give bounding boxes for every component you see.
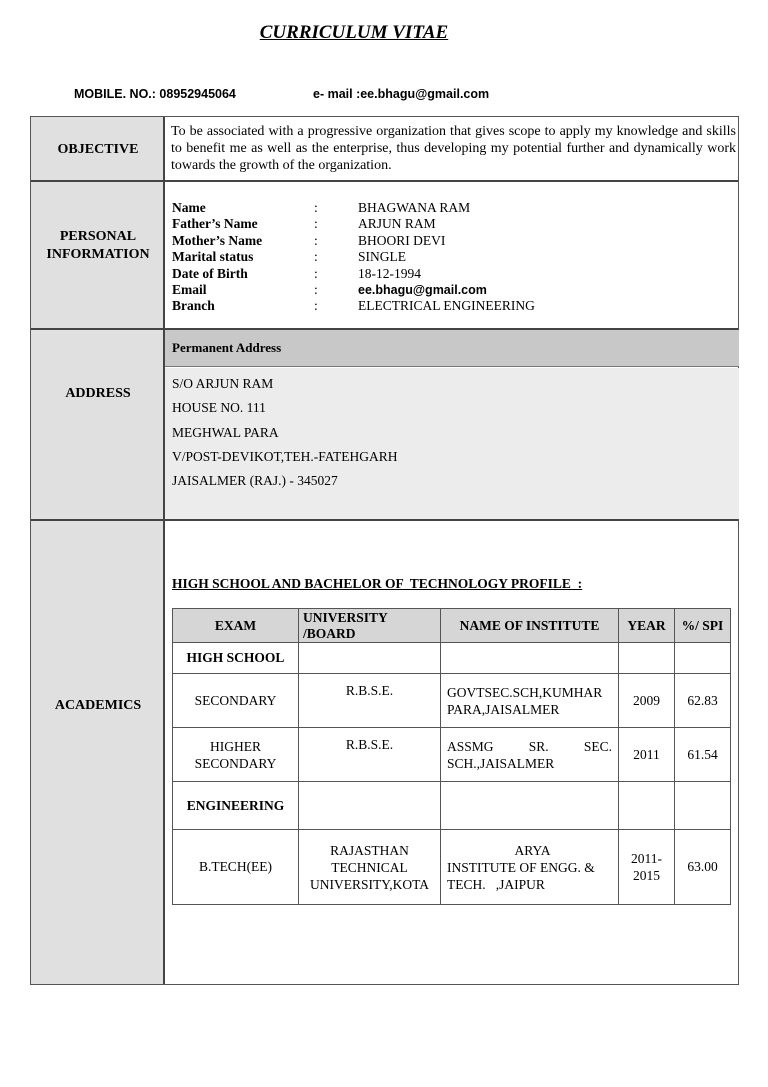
year-line: 2015 <box>633 868 660 883</box>
academics-heading: HIGH SCHOOL AND BACHELOR OF TECHNOLOGY PROFILE : <box>172 576 583 591</box>
year-secondary: 2009 <box>619 674 675 728</box>
objective-label: OBJECTIVE <box>57 142 139 157</box>
info-key: Father’s Name <box>172 216 258 232</box>
info-key: Branch <box>172 298 215 314</box>
year-line: 2011- <box>631 851 662 866</box>
empty-cell <box>619 643 675 674</box>
info-separator: : <box>314 200 318 215</box>
address-line: V/POST-DEVIKOT,TEH.-FATEHGARH <box>172 449 398 464</box>
year-higher-secondary: 2011 <box>619 728 675 782</box>
info-separator: : <box>314 232 318 248</box>
year-btech <box>619 830 675 905</box>
info-separator: : <box>314 216 318 232</box>
empty-cell <box>441 782 619 830</box>
col-score: %/ SPI <box>675 609 731 643</box>
academics-label: ACADEMICS <box>54 698 142 713</box>
score-secondary: 62.83 <box>675 674 731 728</box>
board-btech <box>299 830 441 905</box>
address-label: ADDRESS <box>65 386 131 401</box>
institute-word: SEC. <box>583 738 612 754</box>
empty-cell <box>619 782 675 830</box>
exam-line: HIGHER <box>210 738 261 754</box>
group-engineering: ENGINEERING <box>173 782 299 830</box>
info-value-name: BHAGWANA RAM <box>358 200 471 215</box>
board-secondary: R.B.S.E. <box>299 674 441 728</box>
col-exam: EXAM <box>173 609 299 643</box>
objective-text: To be associated with a progressive organization that gives scope to apply my knowledge and skills to benefit me as well as the enterprise, thus developing my potential further and dynamically work towards the growth of the organization. <box>171 124 736 173</box>
info-value-email: ee.bhagu@gmail.com <box>358 282 487 297</box>
empty-cell <box>299 643 441 674</box>
address-line: MEGHWAL PARA <box>172 425 279 440</box>
exam-secondary: SECONDARY <box>173 674 299 728</box>
institute-line: ARYA <box>514 842 551 858</box>
col-board <box>299 609 441 643</box>
col-institute: NAME OF INSTITUTE <box>441 609 619 643</box>
info-key: Mother’s Name <box>172 232 263 248</box>
info-key: Date of Birth <box>172 265 248 281</box>
col-board-line2: /BOARD <box>303 625 356 641</box>
empty-cell <box>675 782 731 830</box>
empty-cell <box>675 643 731 674</box>
email-contact: e- mail :ee.bhagu@gmail.com <box>313 87 490 101</box>
table-row <box>173 782 731 830</box>
divider-objective <box>31 180 738 182</box>
exam-higher-secondary <box>173 728 299 782</box>
institute-secondary <box>441 674 619 728</box>
institute-higher-secondary <box>441 728 619 782</box>
academics-table <box>172 608 731 905</box>
institute-line: GOVTSEC.SCH,KUMHAR <box>447 684 603 700</box>
info-separator: : <box>314 281 318 297</box>
empty-cell <box>299 782 441 830</box>
institute-line: SCH.,JAISALMER <box>447 755 555 771</box>
address-line: S/O ARJUN RAM <box>172 376 274 391</box>
score-higher-secondary: 61.54 <box>675 728 731 782</box>
institute-line <box>447 738 612 755</box>
info-value-marital: SINGLE <box>358 249 406 265</box>
permanent-address-title: Permanent Address <box>172 340 282 355</box>
institute-line: TECH. ,JAIPUR <box>447 876 545 892</box>
score-btech: 63.00 <box>675 830 731 905</box>
table-row <box>173 643 731 674</box>
institute-btech <box>441 830 619 905</box>
divider-address <box>31 519 738 521</box>
info-separator: : <box>314 265 318 281</box>
col-year: YEAR <box>619 609 675 643</box>
board-line: TECHNICAL <box>331 859 408 875</box>
address-body <box>165 368 739 519</box>
table-row <box>173 728 731 782</box>
cv-frame <box>30 116 739 985</box>
table-row <box>173 674 731 728</box>
info-separator: : <box>314 249 318 265</box>
institute-line: INSTITUTE OF ENGG. & <box>447 859 595 875</box>
institute-word: ASSMG <box>447 738 494 754</box>
cv-title: CURRICULUM VITAE <box>259 22 449 43</box>
info-value-dob: 18-12-1994 <box>358 265 421 281</box>
institute-word: SR. <box>528 738 549 754</box>
empty-cell <box>441 643 619 674</box>
mobile-number: MOBILE. NO.: 08952945064 <box>74 87 236 101</box>
table-row <box>173 830 731 905</box>
table-header-row <box>173 609 731 643</box>
address-line: JAISALMER (RAJ.) - 345027 <box>172 473 338 488</box>
info-value-father: ARJUN RAM <box>358 216 436 232</box>
board-line: UNIVERSITY,KOTA <box>309 876 430 892</box>
exam-btech: B.TECH(EE) <box>173 830 299 905</box>
info-key: Marital status <box>172 249 254 265</box>
personal-label-line2: INFORMATION <box>46 247 150 262</box>
info-key: Name <box>172 200 206 215</box>
col-board-line1: UNIVERSITY <box>303 609 388 625</box>
info-value-mother: BHOORI DEVI <box>358 232 446 248</box>
exam-line: SECONDARY <box>194 755 277 771</box>
info-value-branch: ELECTRICAL ENGINEERING <box>358 298 535 314</box>
board-line: RAJASTHAN <box>330 842 409 858</box>
board-higher-secondary: R.B.S.E. <box>299 728 441 782</box>
institute-line: PARA,JAISALMER <box>447 701 560 717</box>
group-high-school: HIGH SCHOOL <box>173 643 299 674</box>
info-separator: : <box>314 298 318 314</box>
permanent-address-header <box>165 330 739 367</box>
address-line: HOUSE NO. 111 <box>172 400 266 415</box>
personal-label-line1: PERSONAL <box>59 229 137 244</box>
info-key: Email <box>172 281 207 297</box>
